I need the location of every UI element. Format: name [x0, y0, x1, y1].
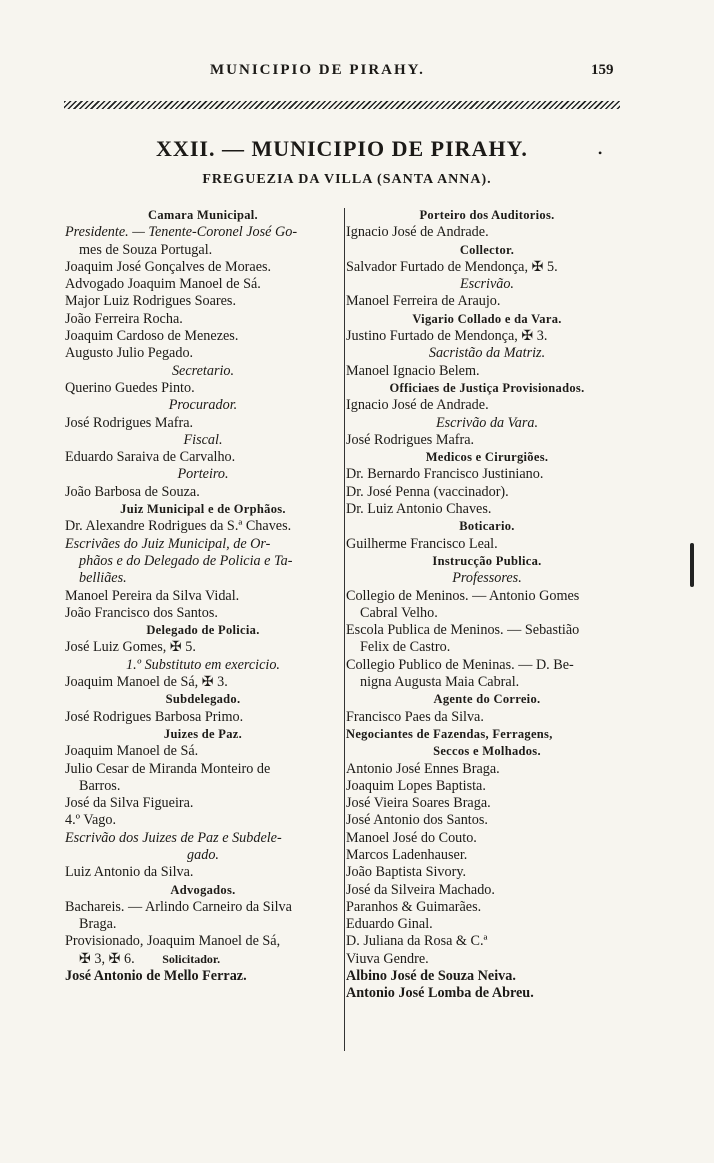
entry: nigna Augusta Maia Cabral. — [360, 674, 520, 691]
entry: 4.º Vago. — [65, 812, 117, 829]
role-label: Fiscal. — [183, 431, 223, 448]
role-label: Procurador. — [168, 397, 238, 414]
entry: José Vieira Soares Braga. — [346, 795, 491, 812]
entry: Advogado Joaquim Manoel de Sá. — [65, 276, 261, 293]
role-label: 1.º Substituto em exercicio. — [126, 656, 280, 673]
section-title: XXII. — MUNICIPIO DE PIRAHY. — [156, 136, 528, 161]
entry: Guilherme Francisco Leal. — [346, 535, 498, 552]
parish-subtitle: FREGUEZIA DA VILLA (SANTA ANNA). — [202, 172, 492, 187]
entry: Dr. Luiz Antonio Chaves. — [346, 501, 492, 518]
ornamental-rule — [64, 101, 620, 109]
parish-subtitle-wrap — [0, 172, 714, 188]
entry: Major Luiz Rodrigues Soares. — [65, 293, 237, 310]
section-heading: Advogados. — [170, 882, 236, 897]
entry: João Baptista Sivory. — [346, 864, 467, 881]
entry: Felix de Castro. — [360, 639, 451, 656]
entry: Dr. Alexandre Rodrigues da S.ª Chaves. — [65, 518, 292, 535]
entry: Manoel José do Couto. — [346, 829, 477, 846]
entry: Julio Cesar de Miranda Monteiro de — [65, 760, 271, 777]
entry: Manoel Ferreira de Araujo. — [346, 293, 501, 310]
entry: Cabral Velho. — [360, 604, 438, 621]
entry: Joaquim Lopes Baptista. — [346, 777, 486, 794]
entry: João Barbosa de Souza. — [65, 483, 200, 500]
entry: Salvador Furtado de Mendonça, ✠ 5. — [346, 258, 558, 275]
entry — [65, 951, 341, 968]
entry: Provisionado, Joaquim Manoel de Sá, — [65, 933, 281, 950]
section-heading: Solicitador. — [162, 951, 221, 966]
entry: José Luiz Gomes, ✠ 5. — [65, 639, 196, 656]
section-heading: Vigario Collado e da Vara. — [412, 311, 562, 326]
section-heading: Juiz Municipal e de Orphãos. — [120, 502, 286, 517]
section-heading: Boticario. — [459, 519, 515, 534]
running-head-title: MUNICIPIO DE PIRAHY. — [210, 62, 425, 78]
entry: Paranhos & Guimarães. — [346, 898, 482, 915]
entry: Dr. José Penna (vaccinador). — [346, 483, 509, 500]
entry: Antonio José Lomba de Abreu. — [346, 985, 534, 1002]
page-number: 159 — [591, 62, 614, 78]
right-column — [346, 207, 628, 1003]
entry: Augusto Julio Pegado. — [65, 345, 194, 362]
entry: Eduardo Saraiva de Carvalho. — [65, 449, 236, 466]
entry: Marcos Ladenhauser. — [346, 846, 468, 863]
section-heading: Agente do Correio. — [433, 692, 541, 707]
role-label: belliães. — [79, 570, 127, 587]
entry: Joaquim José Gonçalves de Moraes. — [65, 258, 272, 275]
entry: Antonio José Ennes Braga. — [346, 760, 500, 777]
entry: Manoel Pereira da Silva Vidal. — [65, 587, 240, 604]
role-label: Secretario. — [171, 362, 235, 379]
entry: Querino Guedes Pinto. — [65, 379, 195, 396]
entry: José Rodrigues Mafra. — [346, 431, 475, 448]
role-label: gado. — [187, 846, 219, 863]
section-heading: Subdelegado. — [165, 692, 241, 707]
entry: Bachareis. — Arlindo Carneiro da Silva — [65, 898, 292, 915]
entry: Albino José de Souza Neiva. — [346, 968, 516, 985]
entry: João Francisco dos Santos. — [65, 604, 218, 621]
entry: José Rodrigues Mafra. — [65, 414, 194, 431]
entry: João Ferreira Rocha. — [65, 310, 183, 327]
section-heading: Camara Municipal. — [148, 208, 258, 222]
entry: Braga. — [79, 916, 117, 933]
entry: Eduardo Ginal. — [346, 916, 433, 933]
section-heading: Seccos e Molhados. — [433, 744, 541, 759]
entry: José Antonio dos Santos. — [346, 812, 488, 829]
entry: Collegio de Meninos. — Antonio Gomes — [346, 587, 580, 604]
entry: Luiz Antonio da Silva. — [65, 864, 194, 881]
entry: Ignacio José de Andrade. — [346, 224, 489, 241]
entry: Justino Furtado de Mendonça, ✠ 3. — [346, 328, 548, 345]
entry: Manoel Ignacio Belem. — [346, 362, 480, 379]
section-heading: Officiaes de Justiça Provisionados. — [389, 380, 585, 395]
entry: mes de Souza Portugal. — [79, 241, 213, 258]
entry: Collegio Publico de Meninas. — D. Be- — [346, 656, 574, 673]
role-label: Escrivão da Vara. — [435, 414, 539, 431]
entry: Joaquim Manoel de Sá. — [65, 743, 199, 760]
left-column — [65, 207, 341, 985]
section-heading: Medicos e Cirurgiões. — [425, 450, 549, 465]
entry: José da Silveira Machado. — [346, 881, 495, 898]
section-heading: Negociantes de Fazendas, Ferragens, — [346, 726, 553, 741]
running-head — [0, 62, 714, 84]
role-label: Escrivão dos Juizes de Paz e Subdele- — [65, 829, 282, 846]
role-label: Escrivães do Juiz Municipal, de Or- — [65, 535, 271, 552]
entry: José Antonio de Mello Ferraz. — [65, 968, 247, 985]
section-heading: Delegado de Policia. — [146, 623, 260, 638]
column-divider — [344, 208, 345, 1051]
role-label: Porteiro. — [177, 466, 229, 483]
role-label: Sacristão da Matriz. — [428, 345, 546, 362]
role-label: Professores. — [452, 570, 522, 587]
role-label: Escrivão. — [460, 276, 514, 293]
entry: Viuva Gendre. — [346, 950, 429, 967]
entry: Escola Publica de Meninos. — Sebastião — [346, 622, 580, 639]
entry-text: ✠ 3, ✠ 6. — [79, 950, 135, 967]
section-heading: Collector. — [459, 242, 515, 257]
section-heading: Instrucção Publica. — [432, 553, 542, 568]
role-label: phãos e do Delegado de Policia e Ta- — [79, 552, 293, 569]
entry: José da Silva Figueira. — [65, 795, 194, 812]
entry: Joaquim Cardoso de Menezes. — [65, 328, 239, 345]
entry: Ignacio José de Andrade. — [346, 397, 489, 414]
entry — [65, 224, 341, 241]
ink-dot: • — [598, 146, 603, 160]
entry: Barros. — [79, 777, 121, 794]
entry: Joaquim Manoel de Sá, ✠ 3. — [65, 674, 228, 691]
section-title-wrap — [0, 136, 714, 162]
entry: D. Juliana da Rosa & C.ª — [346, 933, 488, 950]
entry: José Rodrigues Barbosa Primo. — [65, 708, 244, 725]
entry: Francisco Paes da Silva. — [346, 708, 484, 725]
section-heading: Juizes de Paz. — [163, 726, 243, 741]
entry: Dr. Bernardo Francisco Justiniano. — [346, 466, 544, 483]
ink-mark — [690, 543, 694, 587]
section-heading: Porteiro dos Auditorios. — [419, 208, 555, 222]
entry-text: Presidente. — Tenente-Coronel José Go- — [65, 224, 298, 241]
